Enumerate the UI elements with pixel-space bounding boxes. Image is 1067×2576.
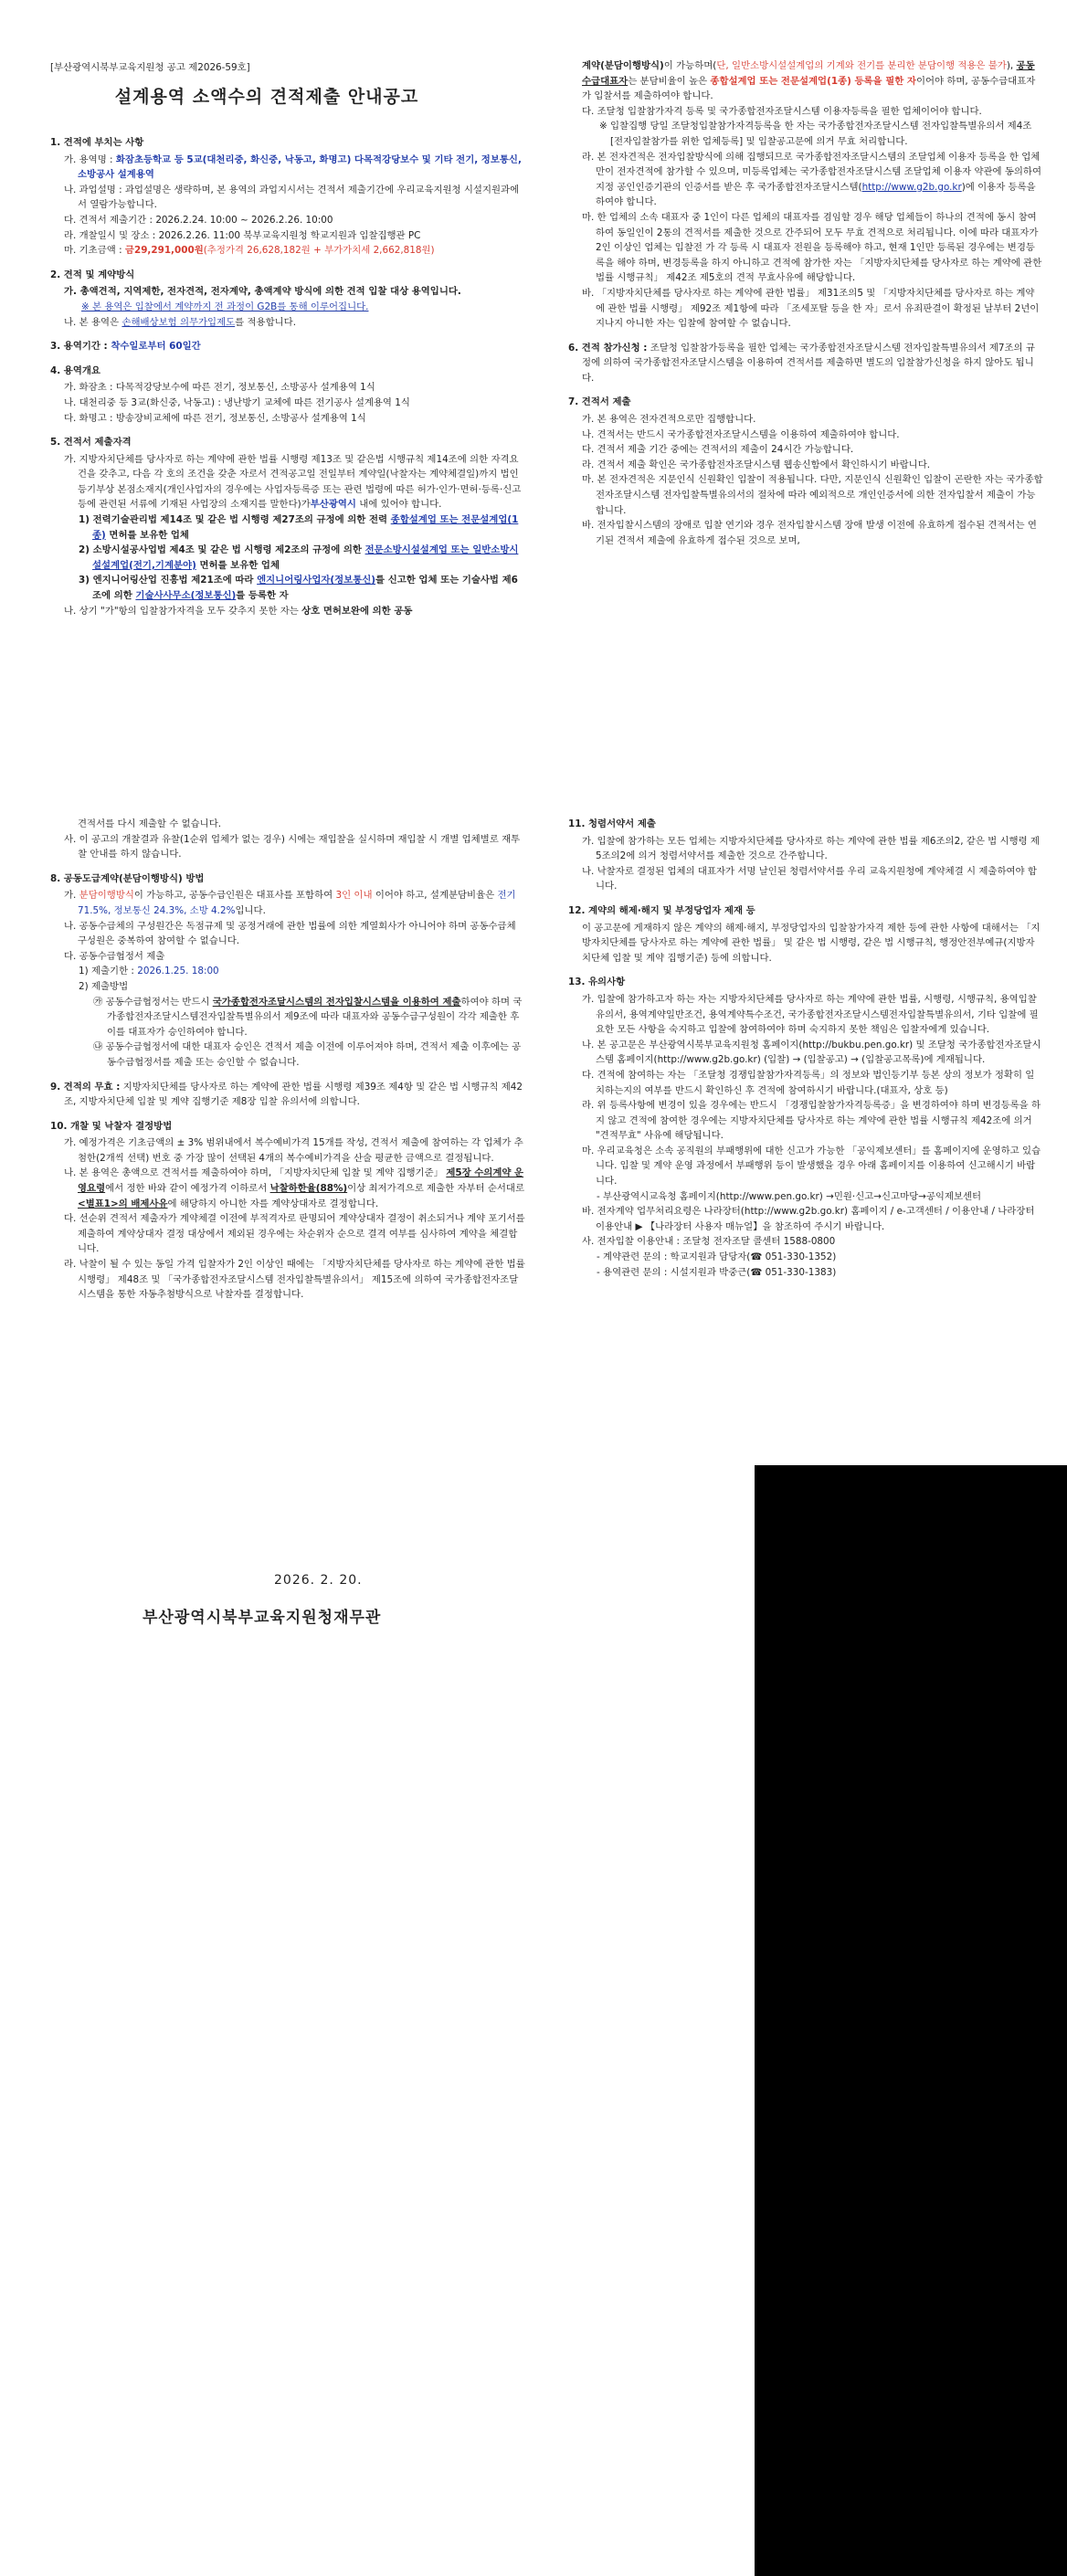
award-item: 가. 예정가격은 기초금액의 ± 3% 범위내에서 복수예비가격 15개를 작성, 견적서 제출에 참여하는 각 업체가 추첨한(2개씩 선택) 번호 중 가장 많이 선택된 4개의 복수예비가격을 산술 평균한 금액으로 결정됩니다. <box>64 1137 523 1164</box>
overview-item: 가. 화잠초 : 다목적강당보수에 따른 전기, 정보통신, 소방공사 설계용역 1식 <box>64 382 375 394</box>
text: 공동수급대표자 <box>582 60 1035 87</box>
caution-item: 사. 전자입찰 이용안내 : 조달청 전자조달 콜센터 1588-0800 <box>582 1236 836 1248</box>
column-right-2 <box>568 817 1043 1280</box>
submission-item: 나. 견적서는 반드시 국가종합전자조달시스템을 이용하여 제출하여야 합니다. <box>582 428 900 440</box>
termination-text: 이 공고문에 게재하지 않은 계약의 해제·해지, 부정당업자의 입찰참가자격 제한 등에 관한 사항에 대해서는 「지방자치단체를 당사자로 하는 계약에 관한 법률」 및 같은 법 시행령, 같은 법 시행규칙, 행정안전부예규(지방자치단체 입찰 및 계약 집행기준) 등에 의합니다. <box>582 922 1041 964</box>
text: 2) 소방시설공사업법 제4조 및 같은 법 시행령 제2조의 규정에 의한 <box>79 544 362 556</box>
section-11 <box>568 817 1043 894</box>
text: )에 이용자 등록을 하여야 합니다. <box>596 181 1036 208</box>
text: 는 분담비율이 높은 <box>628 75 708 87</box>
section-9-text <box>50 1080 525 1110</box>
section-9-heading: 9. 견적의 무효 : <box>50 1081 121 1093</box>
text: 입니다. <box>235 904 266 916</box>
text: 나. 상기 "가"항의 입찰참가자격을 모두 갖추지 못한 자는 <box>64 605 299 617</box>
text: 이상 최저가격으로 제출한 자부터 순서대로 <box>347 1183 525 1195</box>
joint-agreement: 다. 공동수급협정서 제출 <box>64 950 165 962</box>
share-ratio: 전기 71.5%, 정보통신 24.3%, 소방 4.2% <box>78 890 516 916</box>
license-name: 기술사사무소(정보통신) <box>135 590 237 602</box>
method-item <box>50 995 525 1040</box>
submission-item: 라. 견적서 제출 확인은 국가종합전자조달시스템 웹송신함에서 확인하시기 바랍니다. <box>582 459 931 470</box>
method-item: ㉯ 공동수급협정서에 대한 대표자 승인은 견적서 제출 이전에 이루어져야 하며, 견적서 제출 이후에는 공동수급협정서를 제출 또는 승인할 수 없습니다. <box>93 1041 522 1068</box>
contact-contract: - 계약관련 문의 : 학교지원과 담당자(☎ 051-330-1352) <box>597 1251 837 1263</box>
joint-contract-continued <box>568 58 1043 104</box>
submission-item: 바. 전자입찰시스템의 장애로 입찰 연기와 경우 전자입찰시스템 장애 발생 이전에 유효하게 접수된 견적서는 연기된 견적서 제출에 유효하게 접수된 것으로 보며, <box>582 520 1037 546</box>
item-insurance <box>50 315 525 331</box>
section-6-text <box>568 341 1043 386</box>
section-4-heading: 4. 용역개요 <box>50 364 100 376</box>
text: 면허를 보유한 업체 <box>199 559 280 571</box>
label: 1) 제출기한 : <box>79 966 134 977</box>
issuing-organization: 부산광역시북부교육지원청재무관 <box>143 1609 382 1627</box>
caution-item: 가. 입찰에 참가하고자 하는 자는 지방자치단체를 당사자로 하는 계약에 관한 법률, 시행령, 시행규칙, 용역입찰유의서, 용역계약일반조건, 용역계약특수조건, 국가종합전자조달시스템전자입찰특별유의서, 기타 입찰에 필요한 모든 사항을 숙지하고 입찰에 참여하여야 하며 숙지하지 못한 책임은 입찰자에게 있습니다. <box>582 993 1039 1036</box>
text: 1) 전력기술관리법 제14조 및 같은 법 시행령 제27조의 규정에 의한 전력 <box>79 514 388 526</box>
section-9 <box>50 1080 525 1110</box>
limit: 3인 이내 <box>335 890 373 902</box>
text: 제5장 수의계약 운영요령 <box>78 1167 524 1195</box>
section-2-heading: 2. 견적 및 계약방식 <box>50 269 135 280</box>
notice-date: 2026. 2. 20. <box>274 1573 363 1588</box>
award-item: 다. 선순위 견적서 제출자가 계약체결 이전에 부적격자로 판명되어 계약상대자 결정이 취소되거나 계약 포기서를 제출하여 계약상대자 결정 대상에서 제외된 경우에는 차순위자 순으로 결격 여부를 심사하여 계약을 체결합니다. <box>64 1213 525 1255</box>
submission-item: 다. 견적서 제출 기간 중에는 견적서의 제출이 24시간 가능합니다. <box>582 444 854 456</box>
text: 이어야 하고, 설계분담비율은 <box>375 890 495 902</box>
text: 이어야 하며, 공동수급대표자가 입찰서를 제출하여야 합니다. <box>582 75 1036 102</box>
joint-contract-note <box>50 604 525 619</box>
registration-note: ※ 입찰집행 당일 조달청입찰참가자격등록을 한 자는 국가종합전자조달시스템 전자입찰특별유의서 제4조[전자입찰참가를 위한 업체등록] 및 입찰공고문에 의거 무효 처리합니다. <box>599 121 1032 147</box>
base-amount: 금29,291,000원 <box>124 245 204 257</box>
label: 나. 본 용역은 <box>64 316 120 328</box>
license-name: 전문소방시설설계업 또는 일반소방시설설계업(전기,기계분야) <box>92 544 519 571</box>
requirement: 종합설계업 또는 전문설계업(1종) 등록을 필한 자 <box>710 75 916 87</box>
item-opening-schedule: 라. 개찰일시 및 장소 : 2026.2.26. 11:00 북부교육지원청 학교지원과 입찰집행관 PC <box>64 229 421 241</box>
deadline-value: 2026.1.25. 18:00 <box>137 966 219 977</box>
base-amount-detail: (추정가격 26,628,182원 + 부가가치세 2,662,818원) <box>203 245 435 257</box>
deadline <box>50 964 525 979</box>
notice-number: [부산광역시북부교육지원청 공고 제2026-59호] <box>50 62 250 73</box>
section-3-heading <box>50 339 525 354</box>
license-1 <box>50 512 525 543</box>
license-name: 종합설계업 또는 전문설계업(1종) <box>92 514 519 541</box>
text: 를 신고한 업체 또는 기술사법 제6조에 의한 <box>92 575 518 602</box>
caution-item: 바. 전자계약 업무처리요령은 나라장터(http://www.g2b.go.kr) 홈페이지 / e-고객센터 / 이용안내 / 나라장터 이용안내 ▶ 【나라장터 사용자 매뉴얼】을 참조하여 주시기 바랍니다. <box>582 1206 1035 1232</box>
text: 하여야 하며 국가종합전자조달시스템전자입찰특별유의서 제9조에 따라 대표자와 공동수급구성원이 각각 제출한 후 이를 대표자가 승인하여야 합니다. <box>107 996 523 1038</box>
joint-rule: 나. 공동수급체의 구성원간은 독점규제 및 공정거래에 관한 법률에 의한 계열회사가 아니어야 하며 공동수급체 구성원은 중복하여 참여할 수 없습니다. <box>64 920 516 947</box>
section-10 <box>50 1119 525 1303</box>
text: ), <box>1006 60 1014 71</box>
section-1 <box>50 135 525 259</box>
submission-item: 가. 본 용역은 전자견적으로만 집행합니다. <box>582 414 756 426</box>
text: 내에 있어야 합니다. <box>359 499 442 511</box>
column-left-2 <box>50 817 525 1303</box>
text: ㉮ 공동수급협정서는 반드시 <box>93 996 210 1008</box>
integrity-item: 나. 낙찰자로 결정된 업체의 대표자가 서명 날인된 청렴서약서를 우리 교육지원청에 계약체결 시 제출하여야 합니다. <box>582 865 1037 892</box>
label: 3. 용역기간 : <box>50 341 108 353</box>
text: 를 등록한 자 <box>236 590 289 602</box>
overview-item: 나. 대천리중 등 3교(화신중, 낙동고) : 냉난방기 교체에 따른 전기공사 설계용역 1식 <box>64 396 410 408</box>
representative-rule: 마. 한 업체의 소속 대표자 중 1인이 다른 업체의 대표자를 겸임할 경우 해당 업체들이 하나의 견적에 동시 참여하여 동일인이 2통의 견적서를 제출한 것으로 간주되어 모두 무효 견적으로 처리됩니다. 이에 따라 대표자가 2인 이상인 업체는 입찰전 가 각 등록 시 대표자 전원을 등록해야 하고, 현재 1인만 등록된 경우에는 변경등록을 해야 하며, 변경등록을 하지 아니하고 견적에 참가한 자는 「지방자치단체를 당사자로 하는 계약에 관한 법률 시행규칙」 제42조 제5호의 견적 무효사유에 해당합니다. <box>582 211 1042 284</box>
section-11-heading: 11. 청렴서약서 제출 <box>568 818 656 829</box>
text: 계약(분담이행방식) <box>582 60 664 71</box>
section-1-heading: 1. 견적에 부치는 사항 <box>50 137 144 148</box>
joint-method <box>50 888 525 918</box>
section-8-heading: 8. 공동도급계약(분담이행방식) 방법 <box>50 872 205 884</box>
column-left-1 <box>50 126 525 618</box>
text: 지방자치단체를 당사자로 하는 계약에 관한 법률 시행령 제39조 제4항 및 같은 법 시행규칙 제42조, 지방자치단체 입찰 및 계약 집행기준 제8장 입찰 유의서에 의합니다. <box>64 1081 523 1108</box>
section-7 <box>568 395 1043 548</box>
whistleblower-link: - 부산광역시교육청 홈페이지(http://www.pen.go.kr) →민원·신고→신고마당→공익제보센터 <box>597 1190 982 1202</box>
label: 가. <box>64 890 77 902</box>
section-10-heading: 10. 개찰 및 낙찰자 결정방법 <box>50 1120 173 1132</box>
redaction-block <box>755 1465 1067 2576</box>
g2b-link[interactable]: http://www.g2b.go.kr <box>861 181 962 193</box>
license-3 <box>50 573 525 603</box>
text: 이 가능하고, 공동수급인원은 대표사를 포함하여 <box>133 890 333 902</box>
section-5 <box>50 435 525 618</box>
rebid-note: 사. 이 공고의 개찰결과 유찰(1순위 업체가 없는 경우) 시에는 재입찰을 실시하며 재입찰 시 개별 업체별로 재투찰 안내를 하지 않습니다. <box>64 833 521 860</box>
section-2 <box>50 268 525 330</box>
text: 낙찰하한율(88%) <box>269 1183 348 1195</box>
award-item: 라. 낙찰이 될 수 있는 동일 가격 입찰자가 2인 이상인 때에는 「지방자치단체를 당사자로 하는 계약에 관한 법률 시행령」 제48조 및 「국가종합전자조달시스템 전자입찰특별유의서」 제15조에 의하여 국가종합전자조달시스템을 통한 자동추첨방식으로 낙찰자를 결정합니다. <box>64 1259 525 1301</box>
text: 면허를 보유한 업체 <box>109 529 189 541</box>
item-base-amount <box>50 243 525 259</box>
label: 를 적용합니다. <box>235 316 297 328</box>
overview-item: 다. 화명고 : 방송장비교체에 따른 전기, 정보통신, 소방공사 설계용역 1식 <box>64 412 366 424</box>
text: <별표1>의 배제사유 <box>78 1198 168 1209</box>
text: 나. 본 용역은 총액으로 견적서를 제출하여야 하며, 「지방자치단체 입찰 및 계약 집행기준」 <box>64 1167 444 1179</box>
text: 3) 엔지니어링산업 진흥법 제21조에 따라 <box>79 575 254 586</box>
text: 에서 정한 바와 같이 예정가격 이하로서 <box>105 1183 268 1195</box>
license-name: 엔지니어링사업자(정보통신) <box>257 575 376 586</box>
integrity-item: 가. 입찰에 참가하는 모든 업체는 지방자치단체를 당사자로 하는 계약에 관한 법률 제6조의2, 같은 법 시행령 제5조의2에 의거 청렴서약서를 제출한 것으로 간주합니다. <box>582 835 1040 862</box>
section-13 <box>568 975 1043 1280</box>
g2b-note: ※ 본 용역은 입찰에서 계약까지 전 과정이 G2B를 통해 이루어집니다. <box>81 301 369 312</box>
text: 라. 본 전자견적은 전자입찰방식에 의해 집행되므로 국가종합전자조달시스템의 조달업체 이용자 등록을 한 업체만이 전자견적에 참가할 수 있으며, 미등록업체는 국가종합전자조달시스템 조달업체 이용자 약관에 동의하여 지정 공인인증기관의 인증서를 받은 후 국가종합전자조달시스템( <box>582 151 1042 193</box>
column-right-1 <box>568 58 1043 548</box>
restriction: 단, 일반소방시설설계업의 기계와 전기를 분리한 분담이행 적용은 불가 <box>716 60 1007 71</box>
section-12 <box>568 903 1043 966</box>
item-service-name <box>50 153 525 183</box>
label: 가. 용역명 : <box>64 153 113 165</box>
qualification-main <box>50 452 525 512</box>
method-label: 2) 제출방법 <box>79 980 129 992</box>
tax-evasion-rule: 바. 「지방자치단체를 당사자로 하는 계약에 관한 법률」 제31조의5 및 「지방자치단체를 당사자로 하는 계약에 관한 법률 시행령」 제92조 제1항에 따라 「조세포탈 등을 한 자」로서 유죄판결이 확정된 날부터 2년이 지나지 아니한 자는 입찰에 참여할 수 없습니다. <box>582 287 1040 330</box>
caution-item: 나. 본 공고문은 부산광역시북부교육지원청 홈페이지(http://bukbu.pen.go.kr) 및 조달청 국가종합전자조달시스템 홈페이지(http://www.g2b.go.kr) (입찰) → (입찰공고) → (입찰공고목록)에 게재됩니다. <box>582 1039 1041 1066</box>
caution-item: 라. 위 등록사항에 변경이 있을 경우에는 반드시 「경쟁입찰참가자격등록증」을 변경하여야 하며 변경등록을 하지 않고 견적에 참여한 경우에는 지방자치단체를 당사자로 하는 계약에 관한 법률 시행규칙 제42조에 의거 "견적무효" 사유에 해당됩니다. <box>582 1100 1041 1142</box>
caution-item: 다. 견적에 참여하는 자는 「조달청 경쟁입찰참가자격등록」의 정보와 법인등기부 등본 상의 정보가 정확히 일치하는지의 여부를 반드시 확인하신 후 견적에 참여하시기 바랍니다.(대표자, 상호 등) <box>582 1069 1035 1096</box>
section-6 <box>568 341 1043 386</box>
section-3 <box>50 339 525 354</box>
item-submission-period: 다. 견적서 제출기간 : 2026.2.24. 10:00 ~ 2026.2.26. 10:00 <box>64 214 333 226</box>
text: 가. 지방자치단체를 당사자로 하는 계약에 관한 법률 시행령 제13조 및 같은법 시행규칙 제14조에 의한 자격요건을 갖추고, 다음 각 호의 조건을 갖춘 자로서 견적공고일 전일부터 계약일(낙찰자는 계약체결일)까지 법인등기부상 본점소재지(개인사업자의 경우에는 사업자등록증 또는 관련 법령에 따른 허가·인가·면허·등록·신고 등에 관련된 서류에 기재된 사업장의 소재지를 말한다)가 <box>64 453 522 511</box>
text: 상호 면허보완에 의한 공동 <box>301 605 413 617</box>
continued-text: 견적서를 다시 제출할 수 없습니다. <box>78 818 222 829</box>
insurance-system: 손해배상보험 의무가입제도 <box>121 316 236 328</box>
text: 국가종합전자조달시스템의 전자입찰시스템을 이용하여 제출 <box>212 996 461 1008</box>
registration-requirement: 다. 조달청 입찰참가자격 등록 및 국가종합전자조달시스템 이용자등록을 필한 업체이어야 합니다. <box>582 105 982 117</box>
document-title: 설계용역 소액수의 견적제출 안내공고 <box>114 87 419 107</box>
submission-item: 마. 본 전자견적은 지문인식 신원확인 입찰이 적용됩니다. 다만, 지문인식 신원확인 입찰이 곤란한 자는 국가종합전자조달시스템 전자입찰특별유의서의 절차에 따라 예외적으로 개인인증서에 의한 전자입찰서 제출이 가능합니다. <box>582 474 1043 516</box>
item-contract-method: 가. 총액견적, 지역제한, 전자견적, 전자계약, 총액계약 방식에 의한 견적 입찰 대상 용역입니다. <box>64 286 461 298</box>
contact-service: - 용역관련 문의 : 시설지원과 박중근(☎ 051-330-1383) <box>597 1266 837 1278</box>
license-2 <box>50 543 525 573</box>
page-1 <box>0 0 1067 804</box>
item-task-description: 나. 과업설명 : 과업설명은 생략하며, 본 용역의 과업지시서는 견적서 제출기간에 우리교육지원청 시설지원과에서 열람가능합니다. <box>64 184 520 211</box>
award-item <box>50 1166 525 1211</box>
section-4 <box>50 364 525 426</box>
e-bid-registration <box>568 150 1043 210</box>
label: 마. 기초금액 : <box>64 245 122 257</box>
text: 분담이행방식 <box>79 890 134 902</box>
text: 에 해당하지 아니한 자를 계약상대자로 결정합니다. <box>167 1198 379 1209</box>
section-13-heading: 13. 유의사항 <box>568 977 626 988</box>
text: 조달청 입찰참가등록을 필한 업체는 국가종합전자조달시스템 전자입찰특별유의서 제7조의 규정에 의하여 국가종합전자조달시스템을 이용하여 견적서를 제출하면 별도의 입찰참가신청을 하지 않아도 됩니다. <box>582 342 1035 384</box>
text: 이 가능하며( <box>663 60 717 71</box>
service-period: 착수일로부터 60일간 <box>111 341 201 353</box>
service-name: 화잠초등학교 등 5교(대천리중, 화신중, 낙동고, 화명고) 다목적강당보수 및 기타 전기, 정보통신, 소방공사 설계용역 <box>78 153 522 181</box>
section-12-heading: 12. 계약의 해제·해지 및 부정당업자 제재 등 <box>568 904 755 916</box>
section-5-heading: 5. 견적서 제출자격 <box>50 437 132 449</box>
section-6-heading: 6. 견적 참가신청 : <box>568 342 648 354</box>
section-7-heading: 7. 견적서 제출 <box>568 396 631 408</box>
location: 부산광역시 <box>310 499 356 511</box>
caution-item: 마. 우리교육청은 소속 공직원의 부패행위에 대한 신고가 가능한 「공익제보센터」를 홈페이지에 운영하고 있습니다. 입찰 및 계약 운영 과정에서 부패행위 등이 발생했을 경우 아래 홈페이지를 이용하여 신고해시기 바랍니다. <box>582 1145 1041 1188</box>
section-8 <box>50 871 525 1071</box>
